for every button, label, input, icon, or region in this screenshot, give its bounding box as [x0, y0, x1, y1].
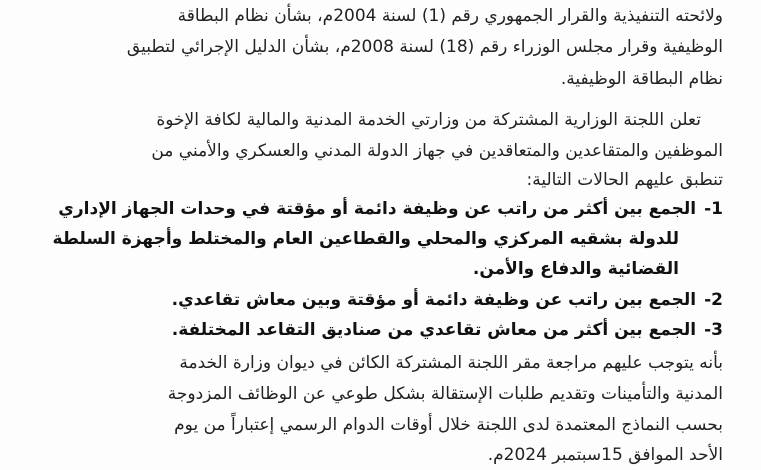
case-3-number: 3-	[704, 320, 723, 340]
case-2-line	[172, 288, 723, 312]
intro-line-3: نظام البطاقة الوظيفية.	[560, 69, 723, 89]
closing-line-3: بحسب النماذج المعتمدة لدى اللجنة خلال أوقات الدوام الرسمي إعتباراً من يوم	[174, 415, 723, 435]
announcement-line-2: الموظفين والمتقاعدين والمتعاقدين في جهاز الدولة المدني والعسكري والأمني من	[151, 141, 723, 161]
case-1-line-2: للدولة بشقيه المركزي والمحلي والقطاعين العام والمختلط وأجهزة السلطة	[52, 229, 679, 249]
intro-line-2: الوظيفية وقرار مجلس الوزراء رقم (18) لسنة 2008م، بشأن الدليل الإجرائي لتطبيق	[126, 37, 723, 57]
closing-line-4: الأحد الموافق 15سبتمبر 2024م.	[487, 445, 723, 465]
announcement-line-1: تعلن اللجنة الوزارية المشتركة من وزارتي الخدمة المدنية والمالية لكافة الإخوة	[156, 110, 701, 130]
closing-line-2: المدنية والتأمينات وتقديم طلبات الإستقالة بشكل طوعي عن الوظائف المزدوجة	[167, 384, 723, 404]
closing-line-1: بأنه يتوجب عليهم مراجعة مقر اللجنة المشتركة الكائن في ديوان وزارة الخدمة	[179, 353, 723, 373]
case-3-text: الجمع بين أكثر من معاش تقاعدي من صناديق التقاعد المختلفة.	[171, 320, 697, 340]
case-1-line-1	[58, 197, 723, 221]
case-1-text-1: الجمع بين أكثر من راتب عن وظيفة دائمة أو مؤقتة في وحدات الجهاز الإداري	[58, 199, 697, 219]
case-2-number: 2-	[704, 290, 723, 310]
case-3-line	[172, 318, 723, 342]
case-1-line-3: القضائية والدفاع والأمن.	[472, 259, 679, 279]
intro-line-1: ولائحته التنفيذية والقرار الجمهوري رقم (1) لسنة 2004م، بشأن نظام البطاقة	[177, 6, 723, 26]
case-1-number: 1-	[704, 199, 723, 219]
case-2-text: الجمع بين راتب عن وظيفة دائمة أو مؤقتة وبين معاش تقاعدي.	[171, 290, 697, 310]
announcement-line-3: تنطبق عليهم الحالات التالية:	[526, 170, 723, 190]
